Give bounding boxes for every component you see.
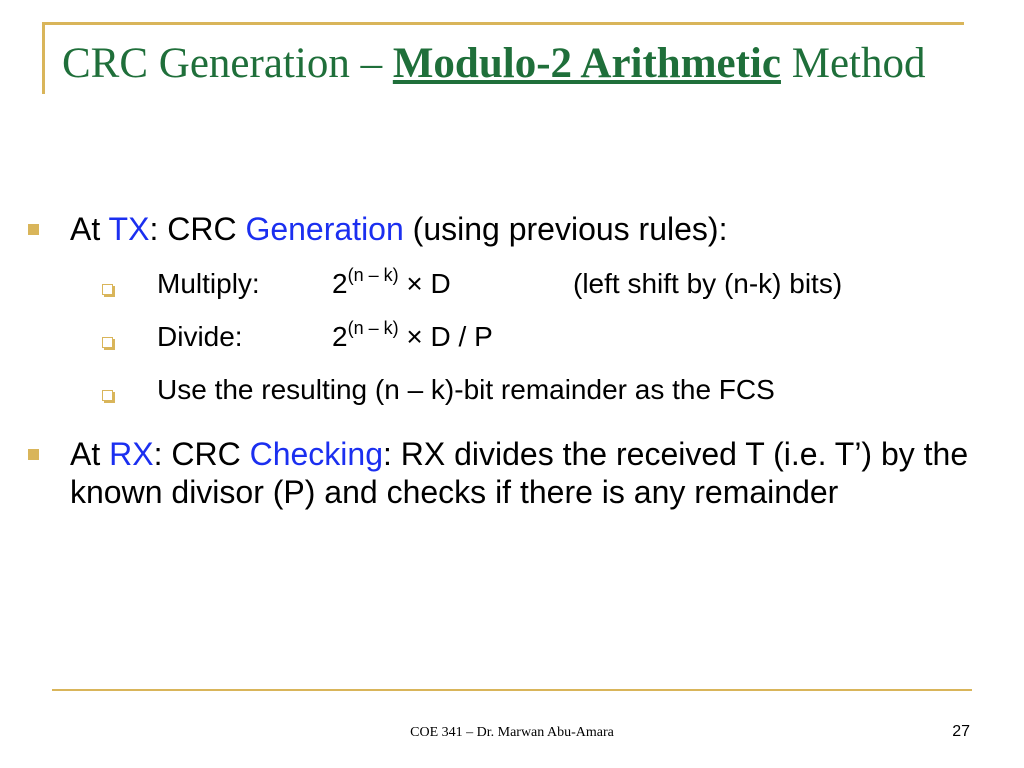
- tx-mid: : CRC: [149, 211, 246, 247]
- rx-highlight: RX: [109, 436, 154, 472]
- multiply-exponent: (n – k): [347, 264, 399, 285]
- divide-operation: × D / P: [398, 321, 493, 352]
- slide-title: [62, 40, 992, 88]
- multiply-operation: × D: [398, 268, 451, 299]
- page-number: 27: [952, 723, 970, 740]
- title-frame-top-line: [42, 22, 964, 25]
- sub-multiply-formula: [332, 264, 451, 300]
- tx-generation-highlight: Generation: [245, 211, 404, 247]
- footer-divider: [52, 689, 972, 691]
- sub-multiply-note: (left shift by (n-k) bits): [573, 268, 843, 299]
- rx-mid: : CRC: [153, 436, 250, 472]
- sub-divide-formula: [332, 317, 493, 353]
- bullet-square-icon: [28, 224, 39, 235]
- sub-bullet-hollow-square-icon: [102, 284, 113, 295]
- multiply-base: 2: [332, 268, 348, 299]
- sub-bullet-hollow-square-icon: [102, 337, 113, 348]
- sub-divide-label: Divide:: [157, 321, 243, 352]
- bullet-square-icon: [28, 449, 39, 460]
- rx-checking-highlight: Checking: [249, 436, 383, 472]
- divide-exponent: (n – k): [347, 317, 399, 338]
- title-frame-left-line: [42, 22, 45, 94]
- divide-base: 2: [332, 321, 348, 352]
- sub-multiply-label: Multiply:: [157, 268, 260, 299]
- sub-use-remainder: Use the resulting (n – k)-bit remainder as the FCS: [157, 374, 775, 405]
- title-part2: Method: [780, 40, 926, 87]
- bullet-rx: [70, 435, 990, 511]
- tx-highlight: TX: [108, 211, 150, 247]
- footer-text: COE 341 – Dr. Marwan Abu-Amara: [410, 725, 614, 740]
- tx-prefix: At: [70, 211, 109, 247]
- bullet-tx: [70, 210, 1000, 248]
- title-emphasis: Modulo-2 Arithmetic: [392, 40, 781, 87]
- tx-suffix: (using previous rules):: [403, 211, 728, 247]
- title-part1: CRC Generation –: [62, 40, 393, 87]
- rx-prefix: At: [70, 436, 110, 472]
- sub-bullet-hollow-square-icon: [102, 390, 113, 401]
- rx-suffix: : RX divides the received T (i.e. T’) by the known divisor (P) and checks if there is any remainder: [70, 436, 969, 510]
